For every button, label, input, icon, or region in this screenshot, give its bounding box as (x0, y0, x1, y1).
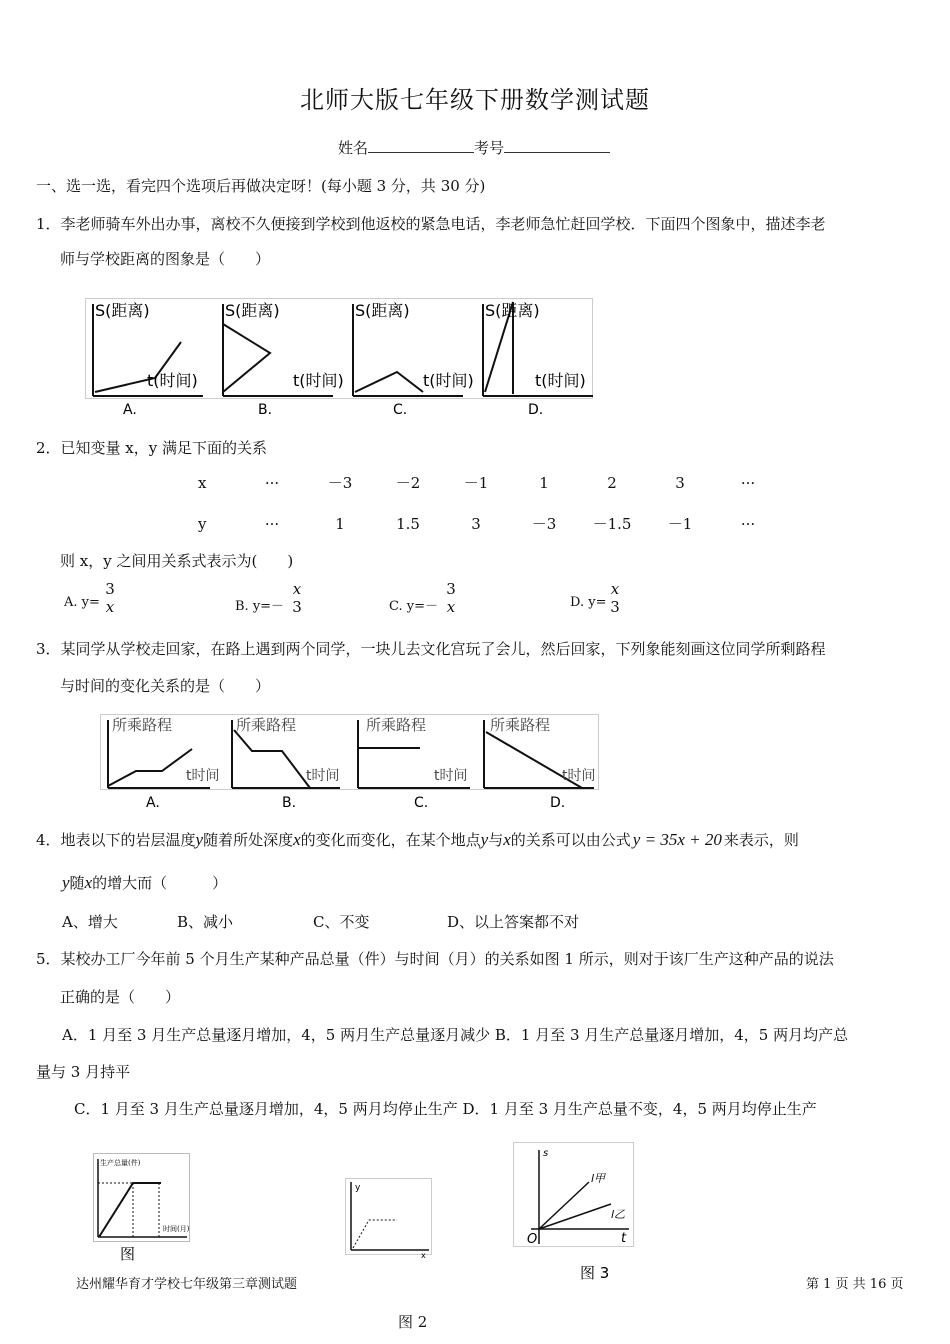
section-1-heading: 一、选一选，看完四个选项后再做决定呀！(每小题 3 分，共 30 分) (36, 177, 486, 195)
q2-x-cell: ··· (740, 473, 756, 492)
q1-b-y-label: S(距离) (225, 301, 280, 320)
q2-text-line1: 2．已知变量 x，y 满足下面的关系 (36, 439, 268, 457)
q2-b-den: 3 (292, 598, 302, 616)
q5-text-line1: 5．某校办工厂今年前 5 个月生产某种产品总量（件）与时间（月）的关系如图 1 所示，则对于该厂生产这种产品的说法 (36, 950, 834, 968)
q1-d-y-label: S(距离) (485, 301, 540, 320)
q2-y-cell: y (198, 514, 207, 533)
q3-graph-b (232, 716, 340, 788)
q3-b-y-label: 所乘路程 (236, 716, 297, 734)
footer-page-number: 第 1 页 共 16 页 (806, 1277, 904, 1292)
q2-y-cell: ··· (740, 514, 756, 533)
name-blank[interactable] (368, 138, 474, 153)
q4-text: 的变化而变化，在某个地点 (300, 831, 481, 849)
name-label: 姓名 (338, 139, 369, 157)
q2-c-num: 3 (446, 580, 456, 598)
fig3-caption: 图 3 (580, 1264, 610, 1282)
q3-d-y-label: 所乘路程 (490, 716, 551, 734)
fig1-y-label: 生产总量(件) (100, 1159, 141, 1167)
q2-a-num: 3 (105, 580, 115, 598)
fig3-x-label: t (621, 1231, 627, 1246)
q2-x-cell: 1 (539, 473, 549, 492)
q4-option-b[interactable]: B、减小 (177, 913, 234, 931)
fig3-y-label: s (543, 1148, 549, 1159)
q2-x-cell: －2 (395, 474, 421, 492)
footer-school: 达州耀华育才学校七年级第三章测试题 (76, 1277, 298, 1292)
q1-text-line2: 师与学校距离的图象是（ ） (60, 250, 271, 268)
q3-option-a: A. (146, 795, 160, 811)
q4-option-d[interactable]: D、以上答案都不对 (447, 913, 580, 931)
q3-c-x-label: t时间 (434, 768, 468, 784)
q3-graph-d (484, 716, 596, 788)
fig3-origin-label: O (527, 1232, 538, 1247)
q2-option-a-label[interactable]: A. y= (64, 595, 100, 610)
q3-text-line1: 3．某同学从学校走回家，在路上遇到两个同学，一块儿去文化宫玩了会儿，然后回家，下列象能刻画这位同学所剩路程 (36, 640, 826, 658)
q1-graph-c (353, 301, 474, 396)
figure-2 (345, 1178, 435, 1258)
q3-option-c: C. (414, 795, 429, 811)
q2-y-cell: 1 (335, 514, 345, 533)
q1-a-y-label: S(距离) (95, 301, 150, 320)
q3-option-d: D. (550, 795, 566, 811)
q5-text-line2: 正确的是（ ） (60, 988, 181, 1006)
q2-x-cell: x (198, 473, 207, 492)
exam-no-blank[interactable] (504, 138, 610, 153)
q4-text: 来表示，则 (723, 831, 799, 849)
page-title: 北师大版七年级下册数学测试题 (300, 86, 650, 114)
q4-text: 的增大而（ ） (92, 874, 228, 892)
q3-b-x-label: t时间 (306, 768, 340, 784)
q3-a-y-label: 所乘路程 (112, 716, 173, 734)
q2-b-num: x (292, 580, 302, 598)
fig3-line2-label: l乙 (611, 1208, 626, 1221)
q4-option-c[interactable]: C、不变 (313, 913, 370, 931)
exam-no-label: 考号 (474, 139, 505, 157)
fig2-y-label: y (355, 1183, 361, 1193)
q1-c-y-label: S(距离) (355, 301, 410, 320)
q2-x-cell: －3 (327, 474, 353, 492)
q1-option-a: A. (123, 402, 137, 418)
q5-options-cd[interactable]: C．1 月至 3 月生产总量逐月增加，4，5 两月均停止生产 D．1 月至 3 月生产总量不变，4，5 两月均停止生产 (74, 1100, 817, 1118)
q1-graphs-figure (85, 296, 595, 420)
q3-c-y-label: 所乘路程 (366, 716, 427, 734)
q4-formula: y = 35x + 20 (632, 830, 722, 849)
q1-c-x-label: t(时间) (423, 371, 474, 390)
q2-y-row (198, 513, 782, 534)
q4-text-line1 (36, 829, 799, 850)
q1-option-b: B. (258, 402, 273, 418)
q5-options-ab-cont: 量与 3 月持平 (36, 1063, 131, 1081)
q3-graphs-figure (100, 714, 600, 814)
q3-a-x-label: t时间 (186, 768, 220, 784)
q4-var-x: x (84, 873, 93, 892)
q2-c-den: x (446, 598, 456, 616)
fig3-line1-label: l甲 (591, 1172, 606, 1185)
q3-graph-c (358, 716, 470, 788)
q1-graph-b (223, 301, 344, 396)
q4-var-y: y (62, 873, 70, 892)
fig2-x-label: x (421, 1251, 426, 1258)
q4-option-a[interactable]: A、增大 (62, 913, 118, 931)
q2-x-cell: ··· (264, 473, 280, 492)
q2-option-c-fraction (444, 580, 458, 616)
q4-text: 的关系可以由公式 (510, 831, 631, 849)
q2-option-c-label[interactable]: C. y=－ (389, 599, 438, 614)
q1-option-d: D. (528, 402, 544, 418)
q2-y-cell: －1.5 (592, 515, 632, 533)
q2-x-cell: －1 (463, 474, 489, 492)
q2-option-d-label[interactable]: D. y= (570, 595, 607, 610)
q1-d-x-label: t(时间) (535, 371, 586, 390)
q2-value-table (198, 472, 782, 534)
q4-var-x: x (293, 830, 301, 849)
q2-a-den: x (105, 598, 115, 616)
q1-graph-d (483, 301, 593, 396)
q2-y-cell: －3 (531, 515, 557, 533)
q2-y-cell: ··· (264, 514, 280, 533)
fig1-x-label: 时间(月) (163, 1225, 190, 1233)
q4-text: 随 (69, 874, 85, 892)
q3-graph-a (108, 716, 220, 788)
q2-option-d-fraction (608, 580, 622, 616)
q4-text: 随着所处深度 (203, 831, 294, 849)
figure-1 (93, 1153, 193, 1268)
q3-d-x-label: t时间 (562, 768, 596, 784)
q1-graph-a (93, 301, 203, 396)
q2-x-cell: 3 (675, 473, 685, 492)
q2-y-cell: 1.5 (396, 514, 420, 533)
fig1-caption: 图 (120, 1245, 136, 1263)
q1-b-x-label: t(时间) (293, 371, 344, 390)
q3-option-b: B. (282, 795, 297, 811)
q4-text-line2 (62, 872, 227, 893)
q2-text-line2: 则 x，y 之间用关系式表示为( ) (60, 552, 294, 570)
figure-3 (513, 1142, 638, 1292)
fig2-caption: 图 2 (398, 1313, 428, 1331)
q4-text: 4．地表以下的岩层温度 (36, 831, 196, 849)
q5-options-ab[interactable]: A．1 月至 3 月生产总量逐月增加，4，5 两月生产总量逐月减少 B．1 月至 3 月生产总量逐月增加，4，5 两月均产总 (62, 1026, 849, 1044)
q2-y-cell: 3 (471, 514, 481, 533)
q2-d-num: x (610, 580, 620, 598)
q1-a-x-label: t(时间) (147, 371, 198, 390)
q2-option-b-label[interactable]: B. y=－ (235, 599, 285, 614)
q1-text-line1: 1．李老师骑车外出办事，离校不久便接到学校到他返校的紧急电话，李老师急忙赶回学校．下面四个图象中，描述李老 (36, 215, 826, 233)
q2-x-row (198, 472, 782, 493)
q2-option-a-fraction (103, 580, 117, 616)
q4-text: 与 (488, 831, 504, 849)
q2-d-den: 3 (610, 598, 620, 616)
q2-option-b-fraction (290, 580, 304, 616)
q3-text-line2: 与时间的变化关系的是（ ） (60, 677, 271, 695)
q2-x-cell: 2 (607, 473, 617, 492)
q4-var-y: y (195, 830, 204, 849)
q2-y-cell: －1 (667, 515, 693, 533)
q1-option-c: C. (393, 402, 408, 418)
name-exam-fields (338, 137, 610, 158)
q4-var-y: y (480, 830, 489, 849)
q4-var-x: x (503, 830, 511, 849)
